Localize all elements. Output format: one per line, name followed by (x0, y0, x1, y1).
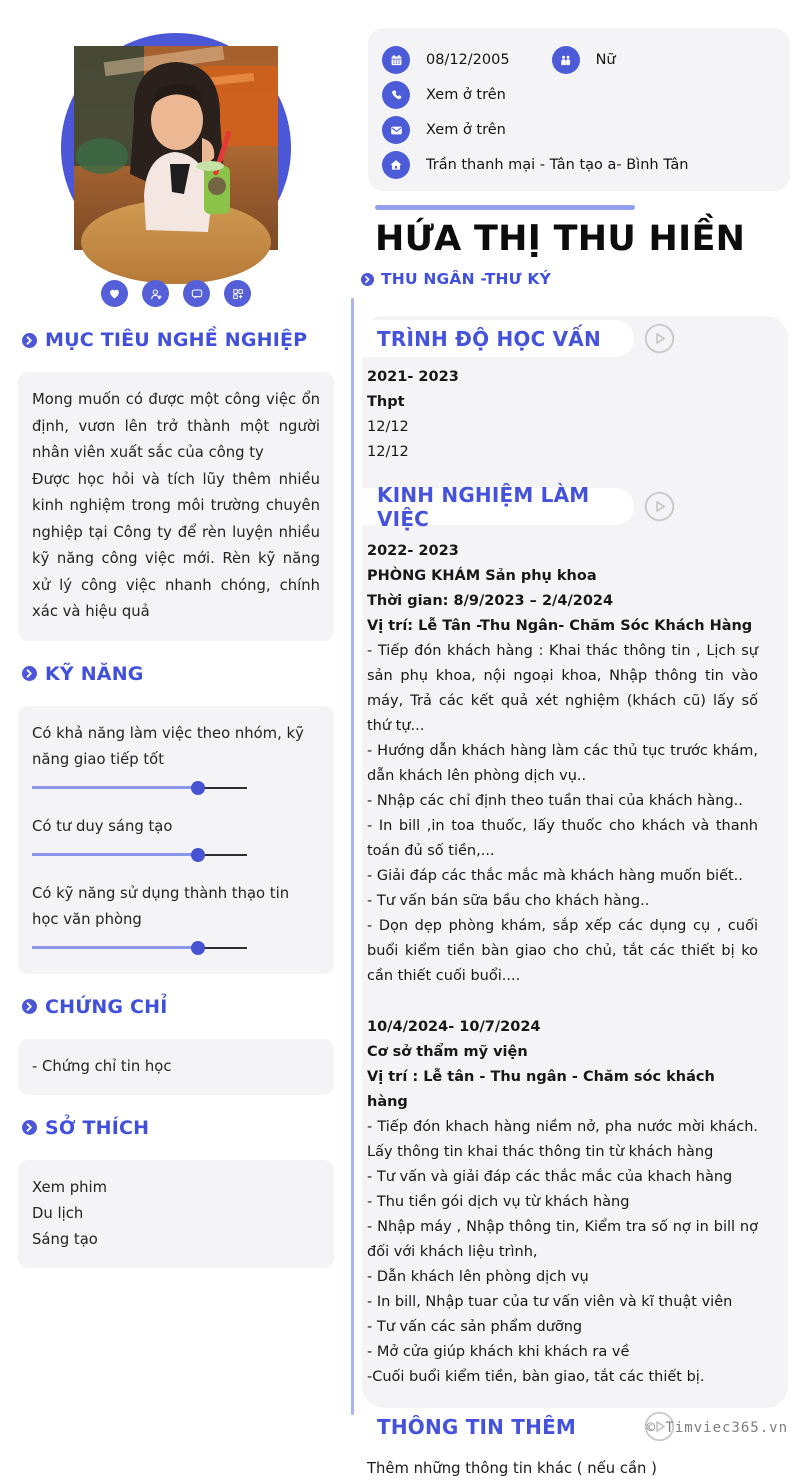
job-entry (367, 539, 758, 989)
job-heading-line: Vị trí: Lễ Tân -Thu Ngân- Chăm Sóc Khách Hàng (367, 618, 753, 634)
slider-handle[interactable] (191, 941, 205, 955)
hobbies-box (18, 1160, 334, 1268)
job-heading-line: 2022- 2023 (367, 543, 459, 559)
skill-slider[interactable] (32, 846, 247, 864)
experience-title: KINH NGHIỆM LÀM VIỆC (377, 482, 590, 531)
job-heading-line: Cơ sở thẩm mỹ viện (367, 1044, 528, 1060)
avatar (61, 33, 291, 263)
email-icon (382, 116, 410, 144)
slider-handle[interactable] (191, 848, 205, 862)
education-line: Thpt (367, 394, 405, 410)
contact-row-phone (382, 81, 776, 109)
job-bullet: - Hướng dẫn khách hàng làm các thủ tục trước khám, dẫn khách lên phòng dịch vụ.. (367, 743, 758, 784)
experience-header-row (362, 482, 788, 531)
chevron-circle-icon (22, 666, 37, 681)
chevron-circle-icon (22, 333, 37, 348)
job-bullet: - Tư vấn và giải đáp các thắc mắc của khach hàng (367, 1169, 733, 1185)
skill-label: Có tư duy sáng tạo (32, 817, 173, 835)
job-bullet: - Tiếp đón khach hàng niềm nở, pha nước mời khách. Lấy thông tin khai thác thông tin từ khách hàng (367, 1119, 758, 1160)
objective-title: MỤC TIÊU NGHỀ NGHIỆP (45, 329, 308, 351)
more-header-pill (362, 1408, 634, 1445)
objective-section-header (22, 329, 352, 351)
play-icon[interactable] (644, 323, 675, 354)
calendar-icon (382, 46, 410, 74)
job-heading-line: Thời gian: 8/9/2023 – 2/4/2024 (367, 593, 614, 609)
hobby-item: Xem phim (32, 1178, 107, 1196)
profile-photo (74, 46, 278, 250)
job-bullet: - Tư vấn các sản phẩm dưỡng (367, 1319, 583, 1335)
add-user-icon[interactable] (142, 280, 169, 307)
job-bullet: - Thu tiền gói dịch vụ từ khách hàng (367, 1194, 630, 1210)
more-info-text: Thêm những thông tin khác ( nếu cần ) (367, 1460, 657, 1477)
contact-row-dob-gender (382, 46, 776, 74)
social-icon-row (0, 280, 352, 307)
heart-icon[interactable] (101, 280, 128, 307)
skill-item (32, 814, 320, 864)
skill-item (32, 721, 320, 797)
job-bullet: - Nhập máy , Nhập thông tin, Kiểm tra số nợ in bill nợ đối với khách liệu trình, (367, 1219, 758, 1260)
job-bullet: -Cuối buổi kiểm tiền, bàn giao, tắt các thiết bị. (367, 1369, 705, 1385)
skills-box (18, 706, 334, 974)
education-block (367, 365, 758, 465)
contact-row-address (382, 151, 776, 179)
skill-item (32, 881, 320, 957)
contact-row-email (382, 116, 776, 144)
chevron-circle-icon (361, 273, 374, 286)
education-header-row (362, 316, 788, 357)
gender-icon (552, 46, 580, 74)
education-line: 12/12 (367, 419, 409, 435)
skill-slider[interactable] (32, 779, 247, 797)
job-heading-line: 10/4/2024- 10/7/2024 (367, 1019, 541, 1035)
job-bullet: - Dẫn khách lên phòng dịch vụ (367, 1269, 589, 1285)
objective-box (18, 372, 334, 641)
skill-slider[interactable] (32, 939, 247, 957)
job-bullet: - In bill ,in toa thuốc, lấy thuốc cho khách và thanh toán đủ số tiền,... (367, 818, 758, 859)
slider-fill (32, 946, 198, 949)
job-bullet: - Tiếp đón khách hàng : Khai thác thông tin , Lịch sự sản phụ khoa, nội ngoại khoa, Nhập thông tin vào máy, Trả các kết quả xét nghiệm (khách cũ) lấy số thứ tự... (367, 643, 758, 734)
left-column (0, 0, 352, 1268)
job-bullet: - Tư vấn bán sữa bầu cho khách hàng.. (367, 893, 650, 909)
certificate-item: - Chứng chỉ tin học (32, 1057, 172, 1075)
slider-fill (32, 786, 198, 789)
hobby-item: Du lịch (32, 1204, 84, 1222)
phone-icon (382, 81, 410, 109)
hobbies-section-header (22, 1117, 352, 1139)
certificates-title: CHỨNG CHỈ (45, 995, 168, 1018)
chevron-circle-icon (22, 1120, 37, 1135)
skills-section-header (22, 663, 352, 685)
objective-paragraph: Mong muốn có được một công việc ổn định, vươn lên trở thành một người nhân viên xuất sắc của công ty (32, 391, 320, 461)
education-line: 2021- 2023 (367, 369, 459, 385)
job-bullet: - Dọn dẹp phòng khám, sắp xếp các dụng cụ , cuối buổi kiểm tiền bàn giao cho chủ, tắt các thiết bị ko cần thiết cuối buổi.... (367, 918, 758, 984)
job-bullet: - Giải đáp các thắc mắc mà khách hàng muốn biết.. (367, 868, 743, 884)
watermark: © Timviec365.vn (646, 1420, 788, 1436)
skill-label: Có khả năng làm việc theo nhóm, kỹ năng giao tiếp tốt (32, 724, 304, 768)
gender-value: Nữ (595, 52, 616, 68)
skill-label: Có kỹ năng sử dụng thành thạo tin học văn phòng (32, 884, 290, 928)
apps-plus-icon[interactable] (224, 280, 251, 307)
cv-name: HỨA THỊ THU HIỀN (375, 219, 746, 259)
job-entry (367, 1015, 758, 1390)
certificates-section-header (22, 996, 352, 1018)
hobby-item: Sáng tạo (32, 1230, 98, 1248)
more-title: THÔNG TIN THÊM (377, 1414, 577, 1439)
experience-header-pill (362, 482, 634, 531)
address-value: Trần thanh mại - Tân tạo a- Bình Tân (426, 157, 689, 173)
dob-value: 08/12/2005 (426, 52, 510, 68)
name-underline (375, 205, 635, 210)
certificates-box (18, 1039, 334, 1095)
objective-paragraph: Được học hỏi và tích lũy thêm nhiều kinh nghiệm trong môi trường chuyên nghiệp tại Công ty để rèn luyện nhiều kỹ năng công việc mới. Rèn kỹ năng xử lý công việc nhanh chóng, chính xác và hiệu quả (32, 470, 320, 620)
job-title: THU NGÂN -THƯ KÝ (381, 270, 552, 288)
slider-handle[interactable] (191, 781, 205, 795)
contact-card (368, 28, 790, 191)
email-value: Xem ở trên (426, 122, 506, 138)
hobbies-title: SỞ THÍCH (45, 1116, 150, 1139)
chat-icon[interactable] (183, 280, 210, 307)
job-title-row (361, 270, 790, 288)
job-bullet: - Nhập các chỉ định theo tuần thai của khách hàng.. (367, 793, 743, 809)
education-header-pill (362, 320, 634, 357)
chevron-circle-icon (22, 999, 37, 1014)
education-title: TRÌNH ĐỘ HỌC VẤN (377, 326, 601, 351)
skills-title: KỸ NĂNG (45, 662, 144, 685)
job-heading-line: PHÒNG KHÁM Sản phụ khoa (367, 568, 597, 584)
job-bullet: - Mở cửa giúp khách khi khách ra về (367, 1344, 630, 1360)
job-heading-line: Vị trí : Lễ tân - Thu ngân - Chăm sóc khách hàng (367, 1069, 715, 1110)
job-bullet: - In bill, Nhập tuar của tư vấn viên và kĩ thuật viên (367, 1294, 733, 1310)
slider-fill (32, 853, 198, 856)
experience-block (367, 539, 758, 1390)
home-icon (382, 151, 410, 179)
play-icon[interactable] (644, 491, 675, 522)
phone-value: Xem ở trên (426, 87, 506, 103)
education-line: 12/12 (367, 444, 409, 460)
